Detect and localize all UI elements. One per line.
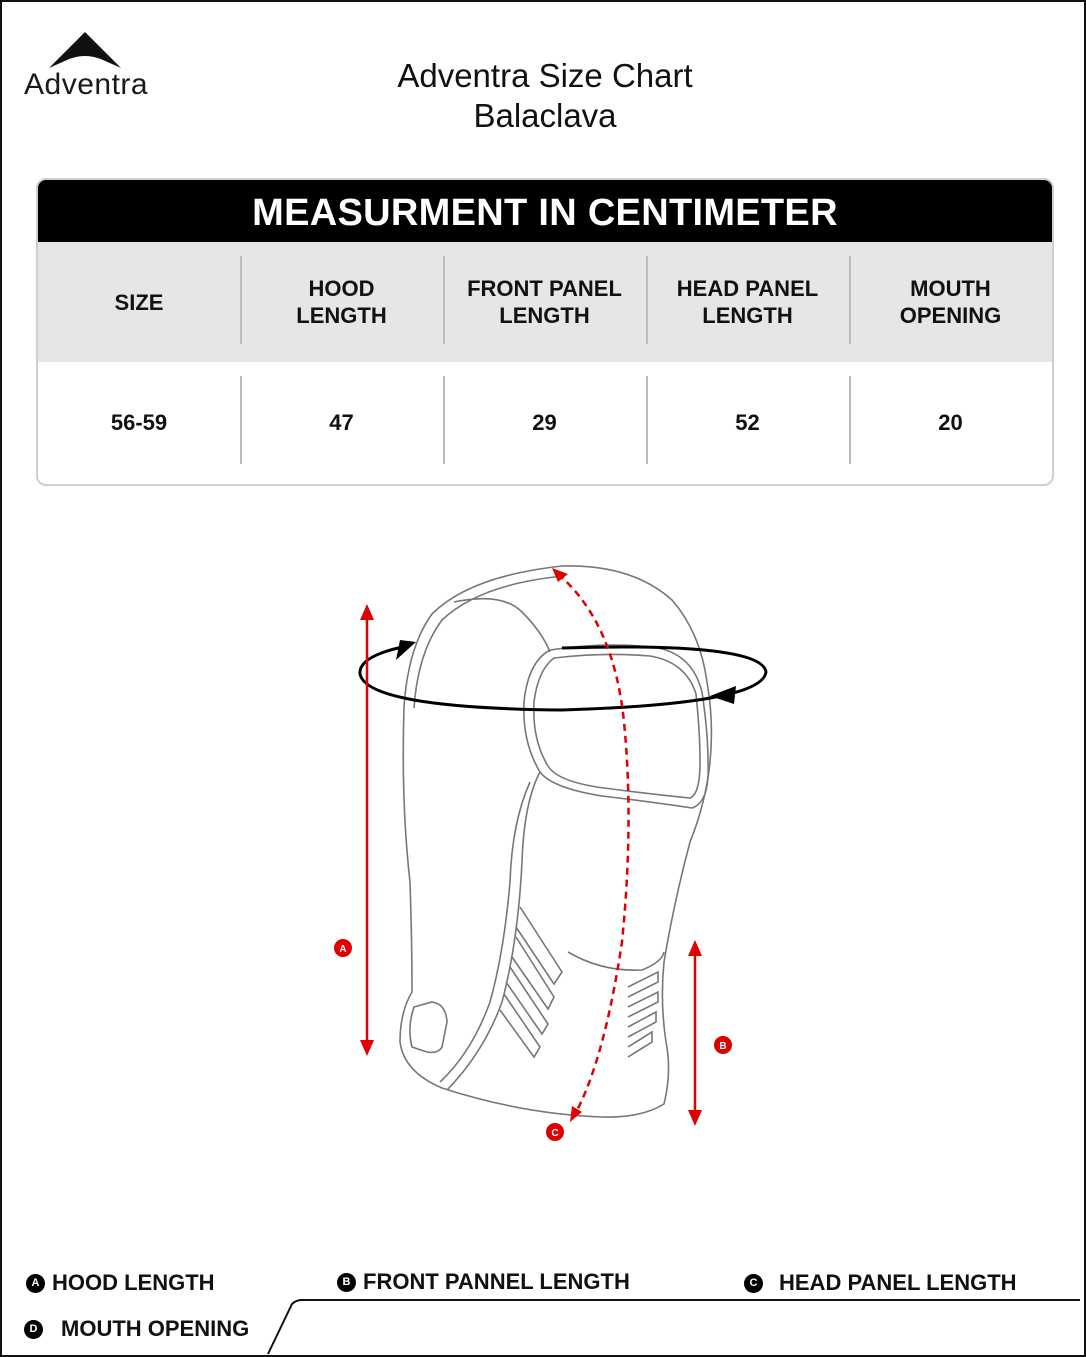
- legend-badge-b: B: [337, 1273, 356, 1292]
- legend-label: MOUTH OPENING: [61, 1316, 250, 1341]
- legend-badge-d: D: [24, 1320, 43, 1339]
- legend-head-panel-length: [744, 1270, 1017, 1296]
- svg-text:A: A: [339, 944, 347, 955]
- cell-head-panel-length: 52: [646, 362, 849, 482]
- legend-badge-a: A: [26, 1274, 45, 1293]
- legend-label: HEAD PANEL LENGTH: [779, 1270, 1017, 1295]
- cell-hood-length: 47: [240, 362, 443, 482]
- column-header-hood-length: HOOD LENGTH: [240, 242, 443, 362]
- svg-text:C: C: [551, 1128, 559, 1139]
- legend-badge-c: C: [744, 1274, 763, 1293]
- size-table: [36, 178, 1054, 486]
- column-header-front-panel-length: FRONT PANEL LENGTH: [443, 242, 646, 362]
- column-header-mouth-opening: MOUTH OPENING: [849, 242, 1052, 362]
- balaclava-diagram: [2, 542, 1086, 1162]
- legend-label: FRONT PANNEL LENGTH: [363, 1269, 630, 1294]
- head-panel-length-arrow: [552, 568, 629, 1122]
- page-title: [2, 56, 1086, 136]
- head-circumference-arrow: [360, 640, 766, 710]
- front-panel-length-arrow: [688, 940, 702, 1126]
- column-header-size: SIZE: [114, 289, 164, 315]
- table-header-row: [38, 242, 1052, 362]
- marker-b: [714, 1036, 732, 1054]
- legend-front-panel-length: [337, 1269, 630, 1295]
- marker-c: [546, 1123, 564, 1141]
- legend-label: HOOD LENGTH: [52, 1270, 215, 1295]
- cell-mouth-opening: 20: [849, 362, 1052, 482]
- marker-a: [334, 939, 352, 957]
- title-line-2: Balaclava: [473, 97, 617, 134]
- column-header-head-panel-length: HEAD PANEL LENGTH: [646, 242, 849, 362]
- hood-length-arrow: [360, 604, 374, 1056]
- cell-size: 56-59: [110, 409, 168, 435]
- cell-front-panel-length: 29: [443, 362, 646, 482]
- legend-hood-length: [26, 1270, 215, 1296]
- table-heading: MEASURMENT IN CENTIMETER: [38, 180, 1052, 242]
- svg-text:B: B: [719, 1041, 727, 1052]
- title-line-1: Adventra Size Chart: [397, 57, 693, 94]
- brand-name: Adventra: [24, 68, 149, 101]
- table-row: [38, 362, 1052, 482]
- legend-mouth-opening: [24, 1316, 249, 1342]
